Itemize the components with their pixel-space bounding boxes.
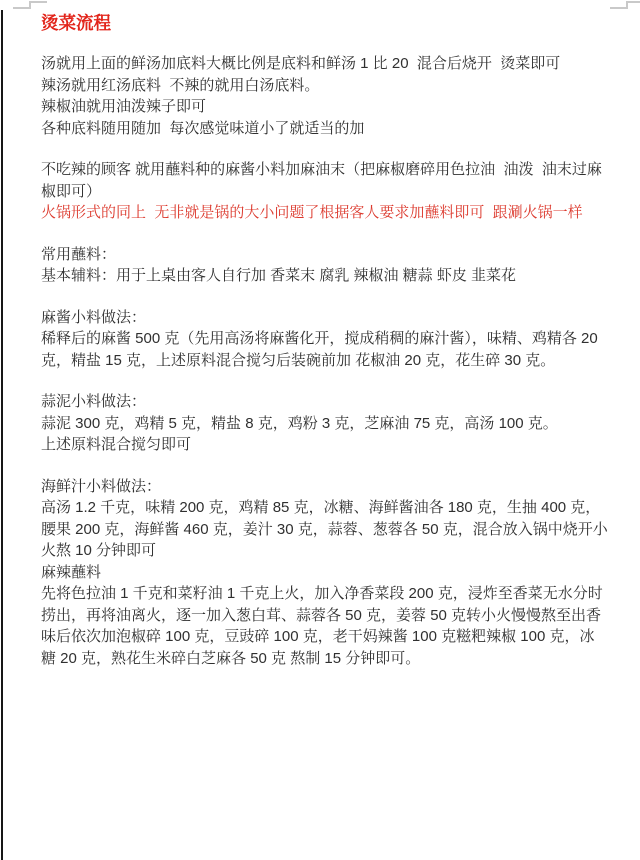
crop-mark-top-left-icon (13, 7, 29, 9)
doc-title: 烫菜流程 (41, 13, 111, 33)
heading-seafood-sauce: 海鲜汁小料做法： (41, 477, 162, 495)
crop-mark-top-left-icon (29, 1, 47, 3)
line-chili-oil: 辣椒油就用油泼辣子即可 (41, 98, 207, 115)
blank-line (41, 287, 608, 307)
line-soup-ratio: 汤就用上面的鲜汤加底料大概比例是底料和鲜汤 1 比 20 混合后烧开 烫菜即可 (41, 55, 561, 72)
para-sesame-sauce-recipe: 稀释后的麻酱 500 克（先用高汤将麻酱化开，搅成稍稠的麻汁酱），味精、鸡精各 20 克，精盐 15 克，上述原料混合搅匀后装碗前加 花椒油 20 克，花生碎 30 克。 (41, 330, 602, 369)
para-spicy-dip-recipe: 先将色拉油 1 千克和菜籽油 1 千克上火，加入净香菜段 200 克，浸炸至香菜无水分时捞出，再将油离火，逐一加入葱白茸、蒜蓉各 50 克，姜蓉 50 克转小火慢慢熬至出香味后依次加泡椒碎 100 克，豆豉碎 100 克，老干妈辣酱 100 克糍粑辣椒 100 克，冰糖 20 克，熟花生米碎白芝麻各 50 克 熬制 15 分钟即可。 (41, 585, 603, 667)
document-content (41, 13, 608, 669)
line-garlic-paste-recipe: 蒜泥 300 克，鸡精 5 克，精盐 8 克，鸡粉 3 克，芝麻油 75 克，高汤 100 克。 (41, 414, 558, 432)
para-seafood-sauce-recipe: 高汤 1.2 千克，味精 200 克，鸡精 85 克，冰糖、海鲜酱油各 180 克，生抽 400 克，腰果 200 克，海鲜酱 460 克，姜汁 30 克，蒜蓉、葱蓉各 50 克，混合放入锅中烧开小火熬 10 分钟即可 (41, 499, 608, 559)
heading-common-dips: 常用蘸料： (41, 245, 117, 263)
crop-mark-top-right-icon (610, 7, 626, 9)
blank-line (41, 456, 608, 476)
para-non-spicy-customer: 不吃辣的顾客 就用蘸料种的麻酱小料加麻油末（把麻椒磨碎用色拉油 油泼 油末过麻椒即可） (41, 161, 602, 200)
crop-mark-top-right-icon (626, 1, 628, 9)
line-spicy-soup: 辣汤就用红汤底料 不辣的就用白汤底料。 (41, 76, 320, 94)
page-left-edge-line (1, 10, 3, 860)
line-basic-accompaniments: 基本辅料：用于上桌由客人自行加 香菜末 腐乳 辣椒油 糖蒜 虾皮 韭菜花 (41, 267, 517, 284)
crop-mark-top-right-icon (627, 1, 640, 3)
blank-line (41, 371, 608, 391)
blank-line (41, 224, 608, 244)
blank-line (41, 139, 608, 159)
line-garlic-paste-mix: 上述原料混合搅匀即可 (41, 436, 192, 453)
heading-sesame-sauce: 麻酱小料做法： (41, 308, 147, 326)
line-base-refill: 各种底料随用随加 每次感觉味道小了就适当的加 (41, 119, 365, 137)
heading-garlic-paste: 蒜泥小料做法： (41, 393, 147, 410)
heading-spicy-dip: 麻辣蘸料 (41, 563, 102, 581)
para-hotpot-note: 火锅形式的同上 无非就是锅的大小问题了根据客人要求加蘸料即可 跟涮火锅一样 (41, 204, 583, 221)
crop-mark-top-left-icon (29, 1, 31, 9)
